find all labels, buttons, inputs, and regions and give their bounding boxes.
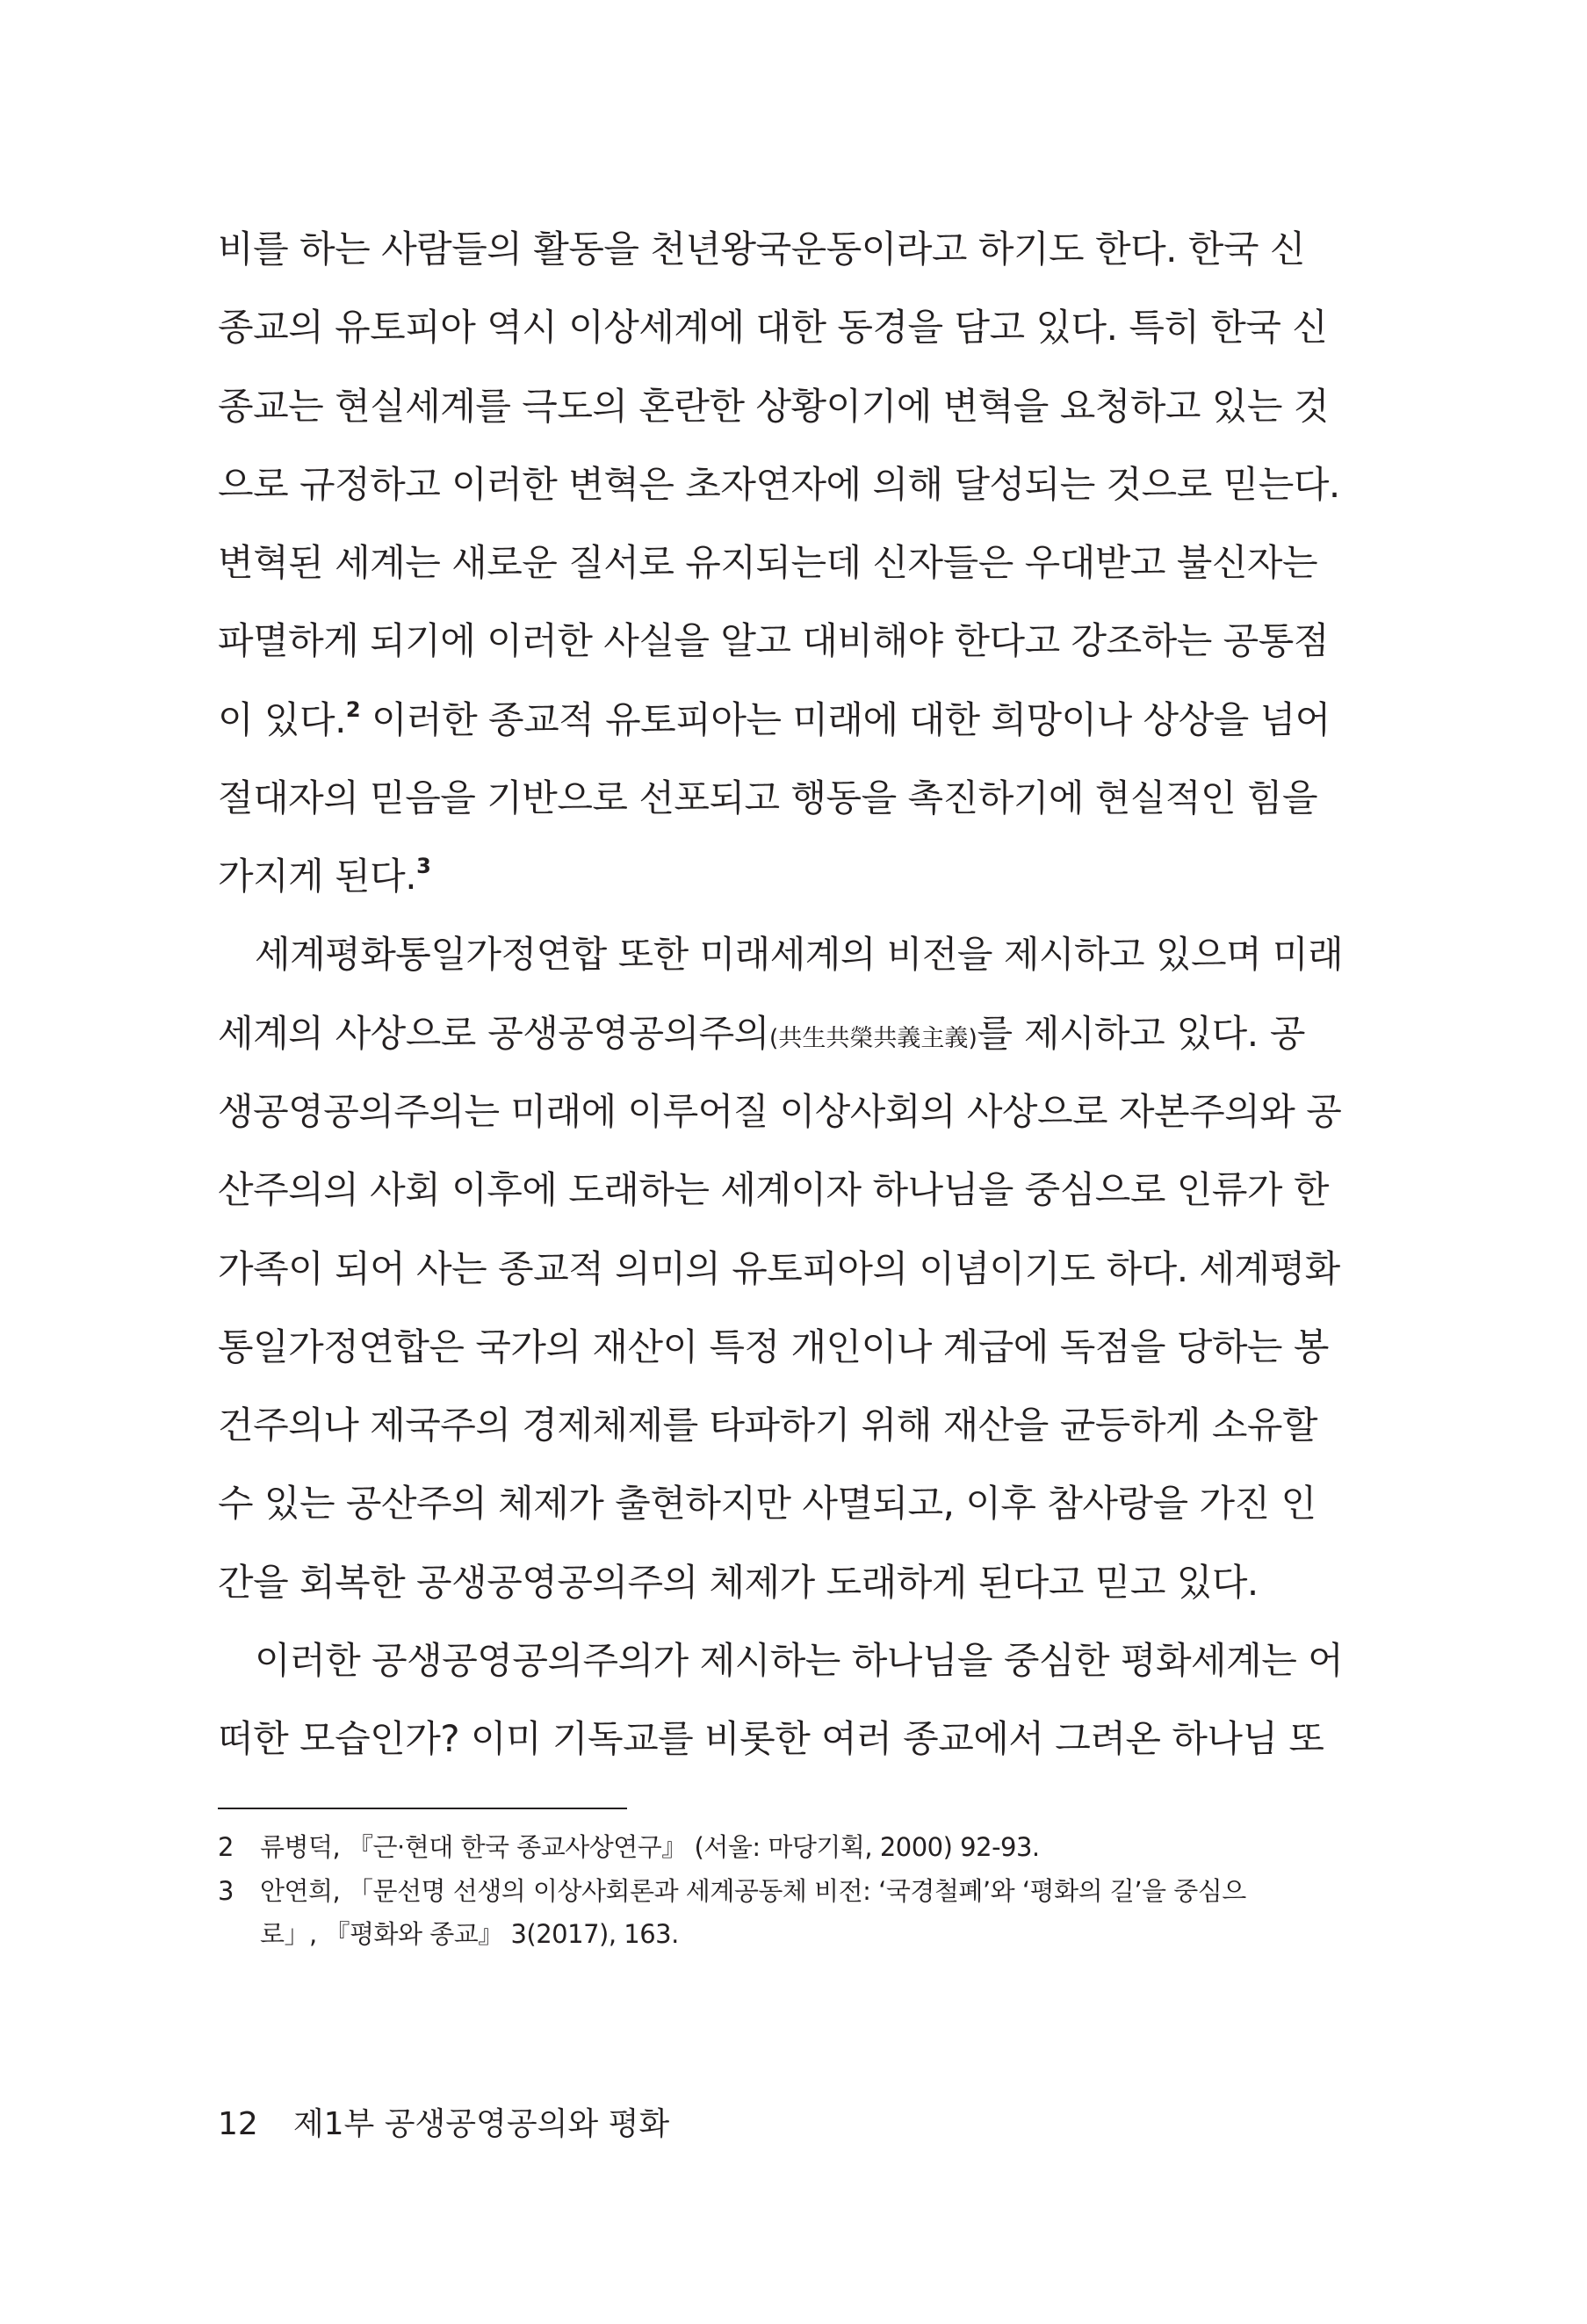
text-line: 생공영공의주의는 미래에 이루어질 이상사회의 사상으로 자본주의와 공 — [218, 1090, 1342, 1133]
text: 이러한 종교적 유토피아는 미래에 대한 희망이나 상상을 넘어 — [360, 698, 1331, 741]
footnote-ref-2[interactable]: 2 — [345, 697, 361, 722]
footnote-3 — [218, 1873, 1305, 1952]
footnote-text: 류병덕, 『근·현대 한국 종교사상연구』 (서울: 마당기획, 2000) 92-93. — [260, 1832, 1040, 1862]
text-line — [218, 852, 1305, 901]
footnote-text: 안연희, 「문선명 선생의 이상사회론과 세계공동체 비전: ‘국경철폐’와 ‘평화의 길’을 중심으 — [260, 1876, 1246, 1906]
text: 가지게 된다. — [218, 855, 417, 898]
text-line — [218, 696, 1331, 745]
hanja-annotation: (共生共榮共義主義) — [768, 1025, 977, 1052]
text-line: 변혁된 세계는 새로운 질서로 유지되는데 신자들은 우대받고 불신자는 — [218, 541, 1318, 584]
footnote-text-continued: 로」, 『평화와 종교』 3(2017), 163. — [260, 1919, 679, 1949]
text-line: 산주의의 사회 이후에 도래하는 세계이자 하나님을 중심으로 인류가 한 — [218, 1168, 1329, 1211]
text-line: 수 있는 공산주의 체제가 출현하지만 사멸되고, 이후 참사랑을 가진 인 — [218, 1482, 1316, 1525]
text-line: 간을 회복한 공생공영공의주의 체제가 도래하게 된다고 믿고 있다. — [218, 1561, 1259, 1604]
text-line: 통일가정연합은 국가의 재산이 특정 개인이나 계급에 독점을 당하는 봉 — [218, 1325, 1329, 1368]
text-line: 세계평화통일가정연합 또한 미래세계의 비전을 제시하고 있으며 미래 — [255, 933, 1344, 976]
text-line: 절대자의 믿음을 기반으로 선포되고 행동을 촉진하기에 현실적인 힘을 — [218, 776, 1318, 819]
page-number: 12 — [218, 2106, 258, 2142]
text-line: 으로 규정하고 이러한 변혁은 초자연자에 의해 달성되는 것으로 믿는다. — [218, 463, 1340, 506]
footnote-ref-3[interactable]: 3 — [416, 854, 431, 878]
footnote-divider — [218, 1808, 627, 1809]
text: 이 있다. — [218, 698, 346, 741]
text-line: 종교는 현실세계를 극도의 혼란한 상황이기에 변혁을 요청하고 있는 것 — [218, 385, 1329, 428]
text-line: 파멸하게 되기에 이러한 사실을 알고 대비해야 한다고 강조하는 공통점 — [218, 619, 1329, 662]
text-line: 비를 하는 사람들의 활동을 천년왕국운동이라고 하기도 한다. 한국 신 — [218, 227, 1305, 271]
footnote-number: 2 — [218, 1832, 234, 1862]
text-line: 가족이 되어 사는 종교적 의미의 유토피아의 이념이기도 하다. 세계평화 — [218, 1247, 1340, 1290]
text: 를 제시하고 있다. 공 — [977, 1012, 1305, 1055]
text-line: 떠한 모습인가? 이미 기독교를 비롯한 여러 종교에서 그려온 하나님 또 — [218, 1717, 1324, 1760]
text-line: 이러한 공생공영공의주의가 제시하는 하나님을 중심한 평화세계는 어 — [255, 1639, 1344, 1682]
text-line: 종교의 유토피아 역시 이상세계에 대한 동경을 담고 있다. 특히 한국 신 — [218, 306, 1328, 349]
text-line: 건주의나 제국주의 경제체제를 타파하기 위해 재산을 균등하게 소유할 — [218, 1404, 1318, 1447]
page-footer — [218, 2104, 669, 2145]
text-line — [218, 1009, 1305, 1058]
footnote-number: 3 — [218, 1876, 234, 1906]
section-title: 제1부 공생공영공의와 평화 — [292, 2106, 670, 2142]
text: 세계의 사상으로 공생공영공의주의 — [218, 1012, 769, 1055]
